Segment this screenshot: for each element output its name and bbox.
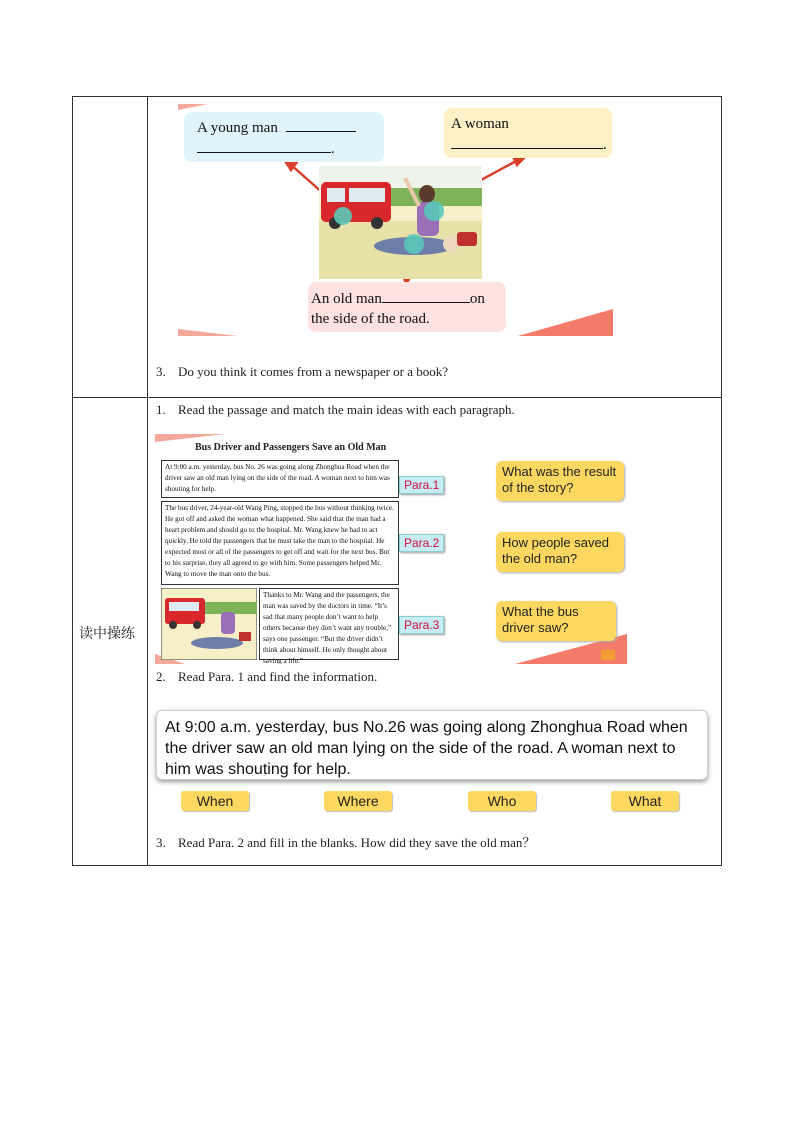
article-title: Bus Driver and Passengers Save an Old Man: [195, 442, 387, 453]
question-row2-3: 3. Read Para. 2 and fill in the blanks. How did they save the old man？: [156, 835, 536, 850]
old-man-on: on: [469, 291, 485, 307]
main-idea-result[interactable]: What was the result of the story?: [496, 461, 624, 501]
table-column-divider: [147, 96, 148, 866]
old-man-bubble: [308, 282, 506, 332]
young-man-bubble: [184, 112, 384, 162]
question-text: Read Para. 2 and fill in the blanks. How did they save the old man？: [178, 835, 536, 850]
old-man-text-2: the side of the road.: [311, 311, 430, 327]
accident-illustration: [319, 166, 482, 279]
question-text: Do you think it comes from a newspaper or a book?: [178, 364, 449, 379]
article-paragraph-1: At 9:00 a.m. yesterday, bus No. 26 was going along Zhonghua Road when the driver saw an old man lying on the side of the road. A woman next to him was shouting for help.: [161, 460, 399, 498]
table-left-border: [72, 96, 73, 866]
table-top-border: [72, 96, 722, 97]
young-man-blank-2[interactable]: [197, 138, 331, 153]
question-text: Read the passage and match the main ideas with each paragraph.: [178, 402, 515, 417]
para-tag-1[interactable]: Para.1: [399, 476, 444, 494]
old-man-blank[interactable]: [382, 288, 470, 303]
para-tag-2[interactable]: Para.2: [399, 534, 444, 552]
question-row2-2: 2. Read Para. 1 and find the information.: [156, 669, 378, 684]
article-paragraph-2: The bus driver, 24-year-old Wang Ping, stopped the bus without thinking twice. He got off and asked the woman what happened. She said that the man had a heart problem and should go to the hospital. Mr. Wang knew he had to act quickly. He told the passengers that he must take the man to the hospital. He expected most or all of the passengers to get off and wait for the next bus. But to his surprise, they all agreed to go with him. Some passengers helped Mr. Wang to move the man onto the bus.: [161, 501, 399, 585]
question-text: Read Para. 1 and find the information.: [178, 669, 378, 684]
question-row2-1: 1. Read the passage and match the main ideas with each paragraph.: [156, 402, 515, 417]
matching-slide: [155, 434, 627, 664]
para1-passage: At 9:00 a.m. yesterday, bus No.26 was going along Zhonghua Road when the driver saw an old man lying on the side of the road. A woman next to him was shouting for help.: [156, 710, 708, 780]
what-button[interactable]: What: [611, 791, 679, 811]
article-paragraph-3: Thanks to Mr. Wang and the passengers, the man was saved by the doctors in time. “It’s sad that many people don’t want to help others because they don’t want any trouble,” says one passenger. “But the driver didn’t think about himself. He only thought about saving a life.”: [259, 588, 399, 660]
para-tag-3[interactable]: Para.3: [399, 616, 444, 634]
who-button[interactable]: Who: [468, 791, 536, 811]
young-man-period: .: [331, 141, 335, 157]
woman-text: A woman: [451, 116, 509, 132]
woman-blank[interactable]: [451, 134, 603, 149]
section-label: 读中操练: [79, 626, 135, 642]
table-right-border: [721, 96, 722, 866]
young-man-blank-1[interactable]: [286, 117, 356, 132]
main-idea-how-saved[interactable]: How people saved the old man?: [496, 532, 624, 572]
question-row1-3: 3. Do you think it comes from a newspaper or a book?: [156, 364, 449, 379]
article-illustration: [161, 588, 257, 660]
table-bottom-border: [72, 865, 722, 866]
table-row-divider: [72, 397, 722, 398]
old-man-text: An old man: [311, 291, 382, 307]
main-idea-what-saw[interactable]: What the bus driver saw?: [496, 601, 616, 641]
scene-slide: [178, 104, 613, 336]
where-button[interactable]: Where: [324, 791, 392, 811]
woman-period: .: [603, 137, 607, 153]
woman-bubble: [444, 108, 612, 158]
young-man-text: A young man: [197, 120, 278, 136]
when-button[interactable]: When: [181, 791, 249, 811]
